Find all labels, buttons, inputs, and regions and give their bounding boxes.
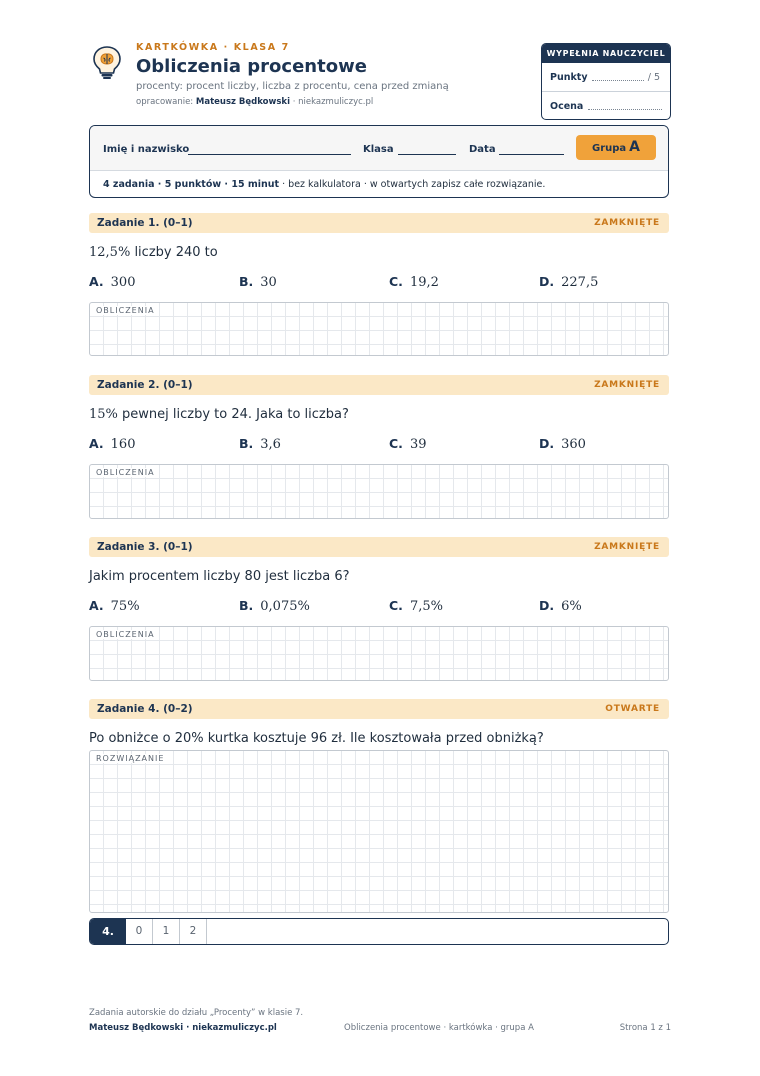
task-4-question-text: Po obniżce o 20% kurtka kosztuje 96 zł. Ile kosztowała przed obniżką? (89, 731, 544, 746)
task-2-question-math: 15% (89, 407, 118, 422)
class-label: Klasa (363, 144, 394, 155)
task-4-title: Zadanie 4. (0–2) (97, 703, 193, 715)
answer-letter: B. (239, 436, 254, 451)
teacher-box-title: WYPEŁNIA NAUCZYCIEL (542, 44, 670, 63)
answer-letter: C. (389, 598, 403, 613)
page-footer (89, 1008, 671, 1033)
student-fields (90, 126, 668, 171)
student-box (89, 125, 669, 198)
answer-value: 360 (561, 437, 586, 452)
answer-letter: D. (539, 598, 555, 613)
date-field[interactable] (499, 154, 564, 155)
answer-letter: A. (89, 274, 104, 289)
points-field[interactable] (592, 80, 644, 81)
answer-value: 227,5 (561, 275, 599, 290)
test-info-bold: 4 zadania · 5 punktów · 15 minut (103, 179, 280, 190)
author-line (136, 97, 449, 107)
page-subtitle: procenty: procent liczby, liczba z procentu, cena przed zmianą (136, 81, 449, 92)
task-3-answer-c[interactable] (389, 598, 443, 614)
answer-value: 160 (110, 437, 136, 452)
work-area-label: OBLICZENIA (96, 468, 155, 477)
footer-author: Mateusz Będkowski · niekazmuliczyc.pl (89, 1023, 277, 1033)
score-option-2[interactable]: 2 (180, 919, 207, 944)
task-3-title: Zadanie 3. (0–1) (97, 541, 193, 553)
score-option-0[interactable]: 0 (126, 919, 153, 944)
task-2-type: ZAMKNIĘTE (594, 380, 660, 390)
task-1-bar (89, 213, 669, 233)
answer-value: 39 (409, 437, 427, 452)
task-1-title: Zadanie 1. (0–1) (97, 217, 193, 229)
answer-value: 30 (260, 275, 277, 290)
answer-letter: C. (389, 274, 403, 289)
task-3-work-area[interactable] (89, 626, 669, 681)
task-2-answer-a[interactable] (89, 436, 135, 452)
answer-value: 19,2 (409, 275, 439, 290)
task-1-answer-d[interactable] (539, 274, 598, 290)
answer-letter: C. (389, 436, 403, 451)
answer-value: 3,6 (260, 437, 281, 452)
task-1-type: ZAMKNIĘTE (594, 218, 660, 228)
answer-letter: B. (239, 598, 254, 613)
group-label: Grupa (591, 143, 627, 154)
task-1-question (89, 245, 218, 260)
author-prefix: opracowanie: (136, 97, 194, 107)
answer-letter: D. (539, 436, 555, 451)
task-2-question-text: pewnej liczby to 24. Jaka to liczba? (117, 407, 349, 422)
task-3-question (89, 569, 350, 584)
footer-middle: Obliczenia procentowe · kartkówka · grupa A (344, 1023, 534, 1033)
date-label: Data (469, 144, 496, 155)
task-3-answer-d[interactable] (539, 598, 582, 614)
scoring-strip (89, 918, 669, 945)
answer-value: 300 (110, 275, 136, 290)
answer-letter: D. (539, 274, 555, 289)
points-max: / 5 (647, 72, 660, 83)
task-3-question-text: Jakim procentem liczby 80 jest liczba 6? (89, 569, 350, 584)
class-field[interactable] (398, 154, 456, 155)
footer-page-number: Strona 1 z 1 (619, 1023, 671, 1033)
task-4-question (89, 731, 544, 746)
answer-letter: A. (89, 598, 104, 613)
name-label: Imię i nazwisko (103, 144, 190, 155)
answer-letter: B. (239, 274, 254, 289)
footer-note: Zadania autorskie do działu „Procenty” w klasie 7. (89, 1008, 304, 1018)
task-4-bar (89, 699, 669, 719)
task-3-answer-b[interactable] (239, 598, 310, 614)
test-info (90, 171, 668, 190)
grade-field[interactable] (588, 109, 662, 110)
page-title: Obliczenia procentowe (136, 56, 367, 77)
grade-row (542, 91, 670, 119)
task-3-answer-a[interactable] (89, 598, 140, 614)
task-2-title: Zadanie 2. (0–1) (97, 379, 193, 391)
task-1-answer-c[interactable] (389, 274, 439, 290)
answer-value: 75% (110, 599, 140, 614)
task-3-bar (89, 537, 669, 557)
lightbulb-brain-icon (90, 44, 124, 80)
task-4-type: OTWARTE (605, 704, 660, 714)
scoring-task-number: 4. (90, 919, 126, 944)
task-2-work-area[interactable] (89, 464, 669, 519)
work-area-label: OBLICZENIA (96, 630, 155, 639)
task-1-work-area[interactable] (89, 302, 669, 356)
group-badge (576, 135, 656, 160)
answer-value: 0,075% (260, 599, 310, 614)
task-3-type: ZAMKNIĘTE (594, 542, 660, 552)
grade-label: Ocena (550, 101, 584, 112)
group-letter: A (629, 139, 640, 155)
work-area-label: ROZWIĄZANIE (96, 754, 165, 763)
task-2-bar (89, 375, 669, 395)
task-1-question-math: 12,5% (89, 245, 131, 260)
task-2-answer-b[interactable] (239, 436, 281, 452)
task-1-answer-a[interactable] (89, 274, 135, 290)
author-site: · niekazmuliczyc.pl (292, 97, 374, 107)
task-2-answer-d[interactable] (539, 436, 586, 452)
points-label: Punkty (550, 72, 588, 83)
teacher-box (541, 43, 671, 120)
task-2-answer-c[interactable] (389, 436, 426, 452)
task-1-answer-b[interactable] (239, 274, 277, 290)
answer-value: 7,5% (409, 599, 443, 614)
task-2-question (89, 407, 349, 422)
test-info-rest: · bez kalkulatora · w otwartych zapisz całe rozwiązanie. (282, 179, 546, 190)
answer-value: 6% (561, 599, 582, 614)
task-1-question-text: liczby 240 to (130, 245, 218, 260)
answer-letter: A. (89, 436, 104, 451)
work-area-label: OBLICZENIA (96, 306, 155, 315)
points-row (542, 63, 670, 91)
score-option-1[interactable]: 1 (153, 919, 180, 944)
name-field[interactable] (188, 154, 351, 155)
kicker-label: KARTKÓWKA · KLASA 7 (136, 42, 290, 53)
author-name: Mateusz Będkowski (195, 97, 291, 107)
task-4-work-area[interactable] (89, 750, 669, 913)
